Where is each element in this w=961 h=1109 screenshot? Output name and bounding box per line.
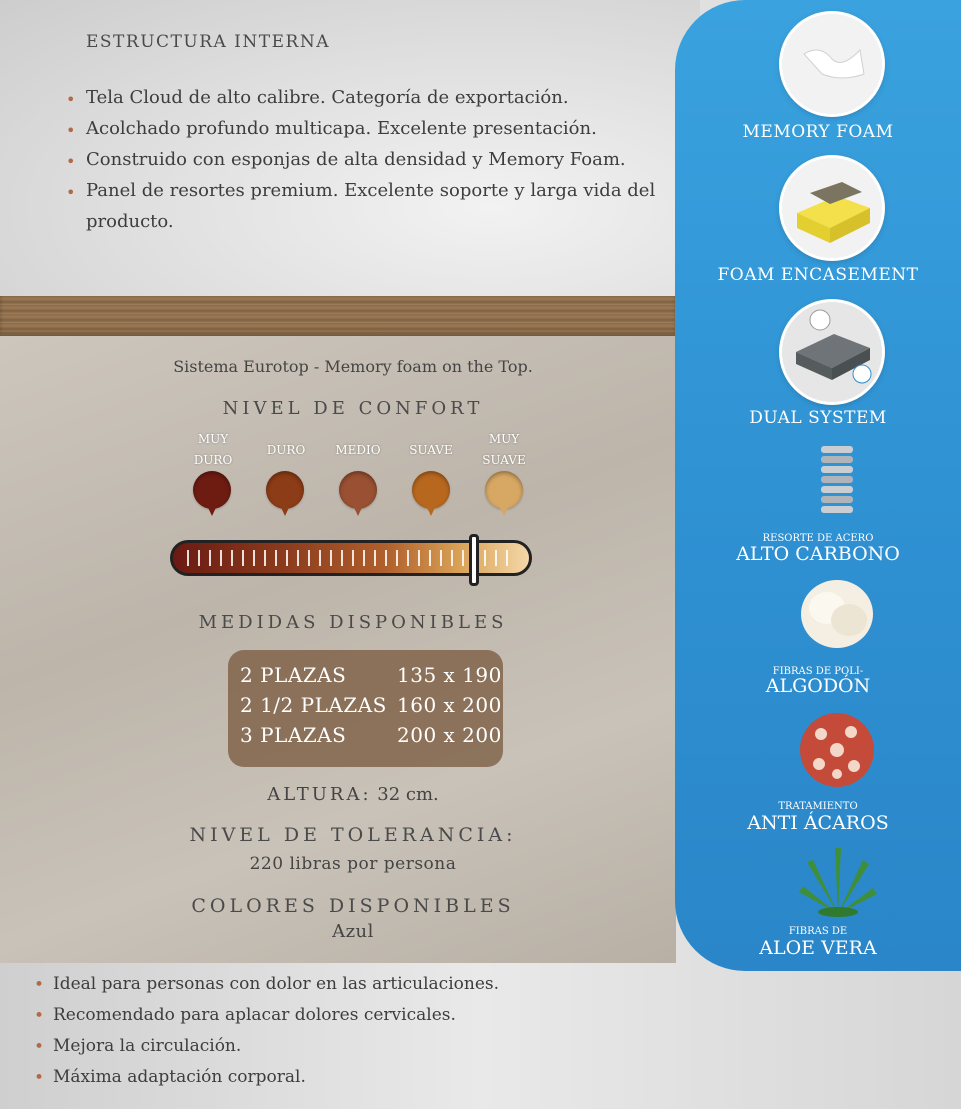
eurotop-caption: Sistema Eurotop - Memory foam on the Top. <box>173 357 533 376</box>
list-item: • Recomendado para aplacar dolores cervicales. <box>32 1000 499 1031</box>
comfort-drop-icon <box>485 471 523 509</box>
comfort-drop-icon <box>339 471 377 509</box>
list-item: • Ideal para personas con dolor en las articulaciones. <box>32 969 499 1000</box>
aloe-vera-icon <box>797 842 879 918</box>
list-item: • Acolchado profundo multicapa. Excelente presentación. <box>64 113 664 144</box>
anti-mites-icon <box>799 712 875 788</box>
table-row: 2 1/2 PLAZAS 160 x 200 <box>240 693 502 717</box>
tolerance-value: 220 libras por persona <box>249 854 457 874</box>
dual-system-icon <box>782 302 882 402</box>
table-row: 3 PLAZAS 200 x 200 <box>240 723 502 747</box>
table-row: 2 PLAZAS 135 x 190 <box>240 663 502 687</box>
spring-icon <box>815 446 859 518</box>
list-item: • Construido con esponjas de alta densidad y Memory Foam. <box>64 144 664 175</box>
foam-encasement-icon <box>782 158 882 258</box>
colors-title: COLORES DISPONIBLES <box>191 895 515 917</box>
tolerance-title: NIVEL DE TOLERANCIA: <box>189 824 517 846</box>
comfort-title: NIVEL DE CONFORT <box>222 398 484 419</box>
comfort-level-label: MEDIO <box>335 443 381 457</box>
comfort-level-label: MUY SUAVE <box>482 432 526 467</box>
comfort-level-label: MUY DURO <box>193 432 233 467</box>
wood-strip <box>0 296 676 336</box>
comfort-drop-icon <box>266 471 304 509</box>
height-info: ALTURA: 32 cm. <box>267 784 439 805</box>
colors-value: Azul <box>332 921 374 942</box>
memory-foam-icon <box>782 14 882 114</box>
structure-list <box>64 82 664 237</box>
list-item: • Tela Cloud de alto calibre. Categoría de exportación. <box>64 82 664 113</box>
comfort-meter-indicator <box>469 534 479 586</box>
benefits-list <box>32 969 499 1093</box>
comfort-drop-icon <box>193 471 231 509</box>
structure-title: ESTRUCTURA INTERNA <box>86 32 330 52</box>
sizes-table <box>228 650 503 767</box>
cotton-icon <box>799 578 875 650</box>
comfort-level-label: DURO <box>266 443 306 457</box>
sizes-title: MEDIDAS DISPONIBLES <box>198 612 508 633</box>
list-item: • Mejora la circulación. <box>32 1031 499 1062</box>
comfort-level-label: SUAVE <box>409 443 453 457</box>
comfort-drop-icon <box>412 471 450 509</box>
list-item: • Máxima adaptación corporal. <box>32 1062 499 1093</box>
list-item: • Panel de resortes premium. Excelente soporte y larga vida del producto. <box>64 175 664 237</box>
